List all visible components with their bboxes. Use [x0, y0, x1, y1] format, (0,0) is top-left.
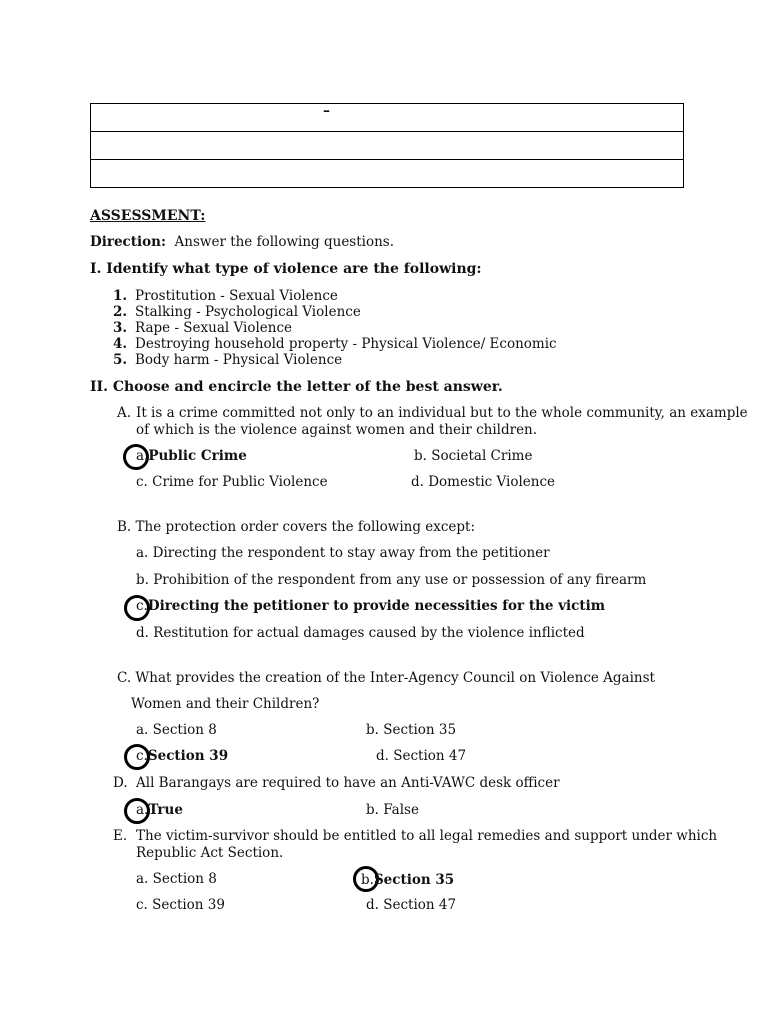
- question-b-option-d[interactable]: d. Restitution for actual damages caused by the violence inflicted: [136, 625, 585, 641]
- question-c-option-c[interactable]: [136, 748, 228, 764]
- list-item-text: Body harm - Physical Violence: [135, 352, 343, 368]
- assessment-heading: ASSESSMENT:: [90, 208, 206, 224]
- question-c-option-b[interactable]: b. Section 35: [366, 722, 457, 738]
- question-b-option-a[interactable]: a. Directing the respondent to stay away from the petitioner: [136, 545, 550, 561]
- question-e-line2: Republic Act Section.: [136, 845, 284, 861]
- question-a-line2: of which is the violence against women and their children.: [136, 422, 538, 438]
- question-c-option-d[interactable]: d. Section 47: [376, 748, 467, 764]
- list-item-text: Prostitution - Sexual Violence: [135, 288, 338, 304]
- question-e-option-d[interactable]: d. Section 47: [366, 897, 457, 913]
- direction-line: [90, 234, 394, 250]
- option-letter: c.: [136, 748, 148, 764]
- header-row-1: [91, 104, 684, 132]
- question-a-option-b[interactable]: b. Societal Crime: [414, 448, 533, 464]
- question-e-option-c[interactable]: c. Section 39: [136, 897, 225, 913]
- question-c-line2: Women and their Children?: [131, 696, 320, 712]
- list-item: [113, 304, 361, 320]
- question-c-line1: C. What provides the creation of the Inter-Agency Council on Violence Against: [117, 670, 655, 686]
- list-item-text: Stalking - Psychological Violence: [135, 304, 361, 320]
- option-letter: b.: [361, 872, 374, 888]
- question-d-option-a[interactable]: [136, 802, 183, 818]
- option-text: Public Crime: [148, 448, 247, 464]
- direction-text: Answer the following questions.: [174, 234, 395, 250]
- list-item-number: 4.: [113, 336, 128, 352]
- part2-heading: II. Choose and encircle the letter of the best answer.: [90, 379, 503, 395]
- question-a-option-a[interactable]: [136, 448, 247, 464]
- header-dash: –: [323, 103, 330, 119]
- option-text: True: [148, 802, 183, 818]
- question-b-text: B. The protection order covers the following except:: [117, 519, 476, 535]
- option-letter: c.: [136, 598, 148, 614]
- option-text: Directing the petitioner to provide necessities for the victim: [147, 598, 606, 614]
- option-text: Section 39: [147, 748, 229, 764]
- direction-label: Direction:: [90, 234, 166, 250]
- question-d-option-b[interactable]: b. False: [366, 802, 419, 818]
- question-d-label: D.: [113, 775, 128, 791]
- question-a-line1: It is a crime committed not only to an individual but to the whole community, an example: [136, 405, 748, 421]
- question-c-option-a[interactable]: a. Section 8: [136, 722, 217, 738]
- list-item-number: 2.: [113, 304, 128, 320]
- list-item-number: 1.: [113, 288, 128, 304]
- list-item: [113, 336, 557, 352]
- question-d-text: All Barangays are required to have an Anti-VAWC desk officer: [136, 775, 560, 791]
- question-a-option-d[interactable]: d. Domestic Violence: [411, 474, 555, 490]
- question-e-label: E.: [113, 828, 128, 844]
- header-row-2: [91, 132, 684, 160]
- question-a-label: A.: [117, 405, 132, 421]
- header-table: [90, 103, 684, 188]
- option-letter: a.: [136, 802, 149, 818]
- question-e-line1: The victim-survivor should be entitled to all legal remedies and support under which: [136, 828, 718, 844]
- list-item-text: Destroying household property - Physical Violence/ Economic: [135, 336, 557, 352]
- list-item-number: 3.: [113, 320, 128, 336]
- question-e-option-a[interactable]: a. Section 8: [136, 871, 217, 887]
- option-text: Section 35: [373, 872, 455, 888]
- question-b-option-c[interactable]: [136, 598, 605, 614]
- header-row-3: [91, 160, 684, 188]
- question-a-option-c[interactable]: c. Crime for Public Violence: [136, 474, 328, 490]
- question-e-option-b[interactable]: [361, 872, 454, 888]
- list-item: [113, 320, 292, 336]
- list-item: [113, 288, 338, 304]
- list-item: [113, 352, 342, 368]
- part1-heading: I. Identify what type of violence are the following:: [90, 261, 482, 277]
- list-item-number: 5.: [113, 352, 128, 368]
- option-letter: a.: [136, 448, 149, 464]
- question-b-option-b[interactable]: b. Prohibition of the respondent from any use or possession of any firearm: [136, 572, 647, 588]
- list-item-text: Rape - Sexual Violence: [135, 320, 293, 336]
